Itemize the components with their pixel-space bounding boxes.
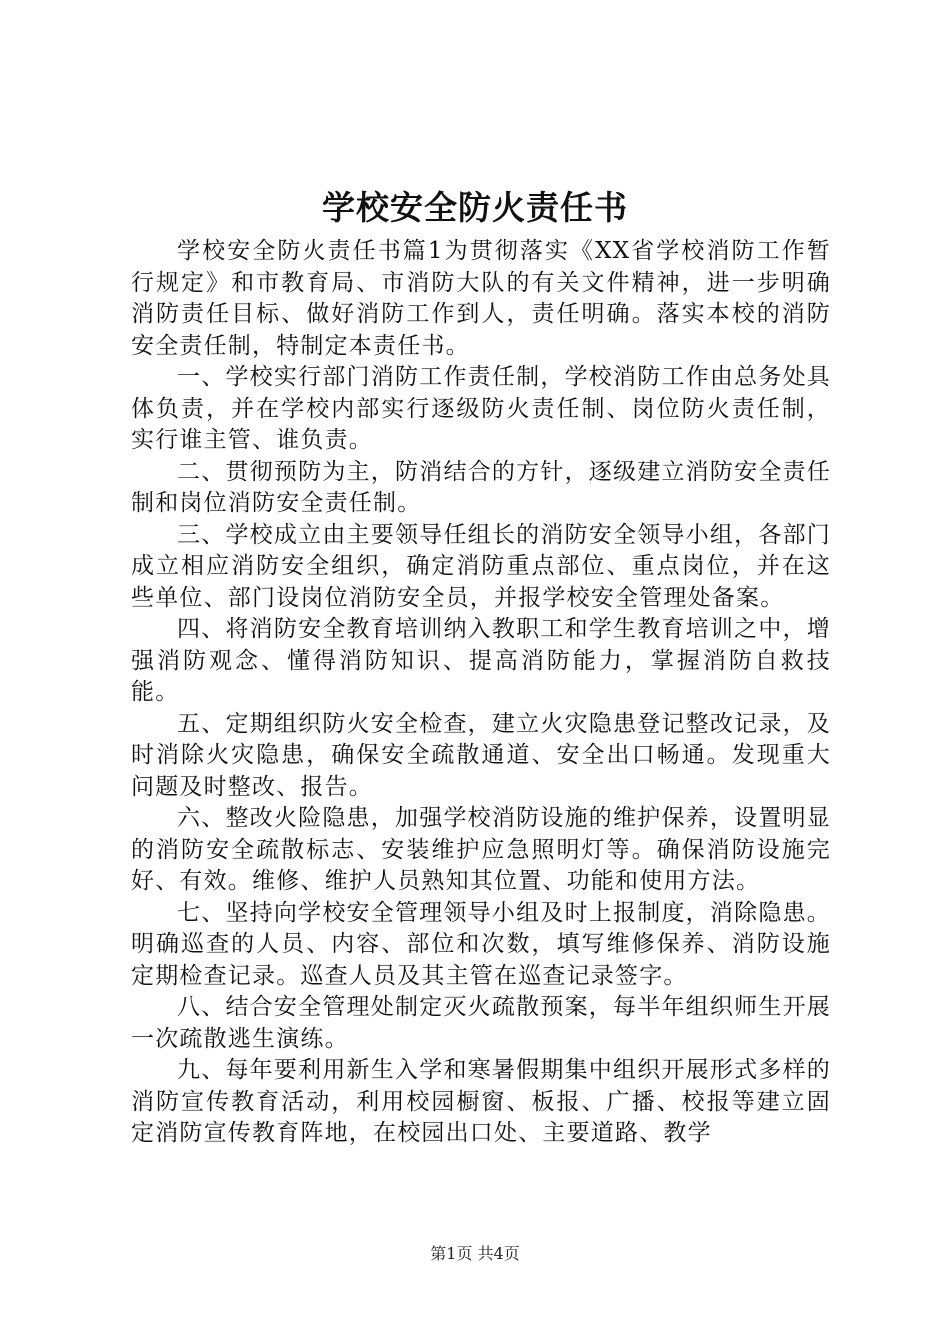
paragraph-8: 八、结合安全管理处制定灭火疏散预案，每半年组织师生开展一次疏散逃生演练。: [131, 994, 831, 1052]
paragraph-2: 二、贯彻预防为主，防消结合的方针，逐级建立消防安全责任制和岗位消防安全责任制。: [131, 458, 831, 516]
paragraph-7: 七、坚持向学校安全管理领导小组及时上报制度，消除隐患。明确巡查的人员、内容、部位和次数，填写维修保养、消防设施定期检查记录。巡查人员及其主管在巡查记录签字。: [131, 899, 831, 989]
paragraph-1: 一、学校实行部门消防工作责任制，学校消防工作由总务处具体负责，并在学校内部实行逐级防火责任制、岗位防火责任制，实行谁主管、谁负责。: [131, 364, 831, 453]
paragraph-6: 六、整改火险隐患，加强学校消防设施的维护保养，设置明显的消防安全疏散标志、安装维护应急照明灯等。确保消防设施完好、有效。维修、维护人员熟知其位置、功能和使用方法。: [131, 805, 831, 894]
paragraph-intro: 学校安全防火责任书篇1为贯彻落实《XX省学校消防工作暂行规定》和市教育局、市消防大队的有关文件精神，进一步明确消防责任目标、做好消防工作到人，责任明确。落实本校的消防安全责任制，特制定本责任书。: [131, 238, 831, 359]
document-body: [131, 236, 831, 1150]
document-title: 学校安全防火责任书: [322, 188, 628, 227]
page-footer: 第1页 共4页: [430, 1244, 520, 1263]
paragraph-5: 五、定期组织防火安全检查，建立火灾隐患登记整改记录，及时消除火灾隐患，确保安全疏散通道、安全出口畅通。发现重大问题及时整改、报告。: [131, 710, 831, 800]
paragraph-4: 四、将消防安全教育培训纳入教职工和学生教育培训之中，增强消防观念、懂得消防知识、提高消防能力，掌握消防自救技能。: [131, 616, 831, 705]
paragraph-3: 三、学校成立由主要领导任组长的消防安全领导小组，各部门成立相应消防安全组织，确定消防重点部位、重点岗位，并在这些单位、部门设岗位消防安全员，并报学校安全管理处备案。: [131, 521, 831, 611]
paragraph-9: 九、每年要利用新生入学和寒暑假期集中组织开展形式多样的消防宣传教育活动，利用校园橱窗、板报、广播、校报等建立固定消防宣传教育阵地，在校园出口处、主要道路、教学: [131, 1057, 831, 1146]
